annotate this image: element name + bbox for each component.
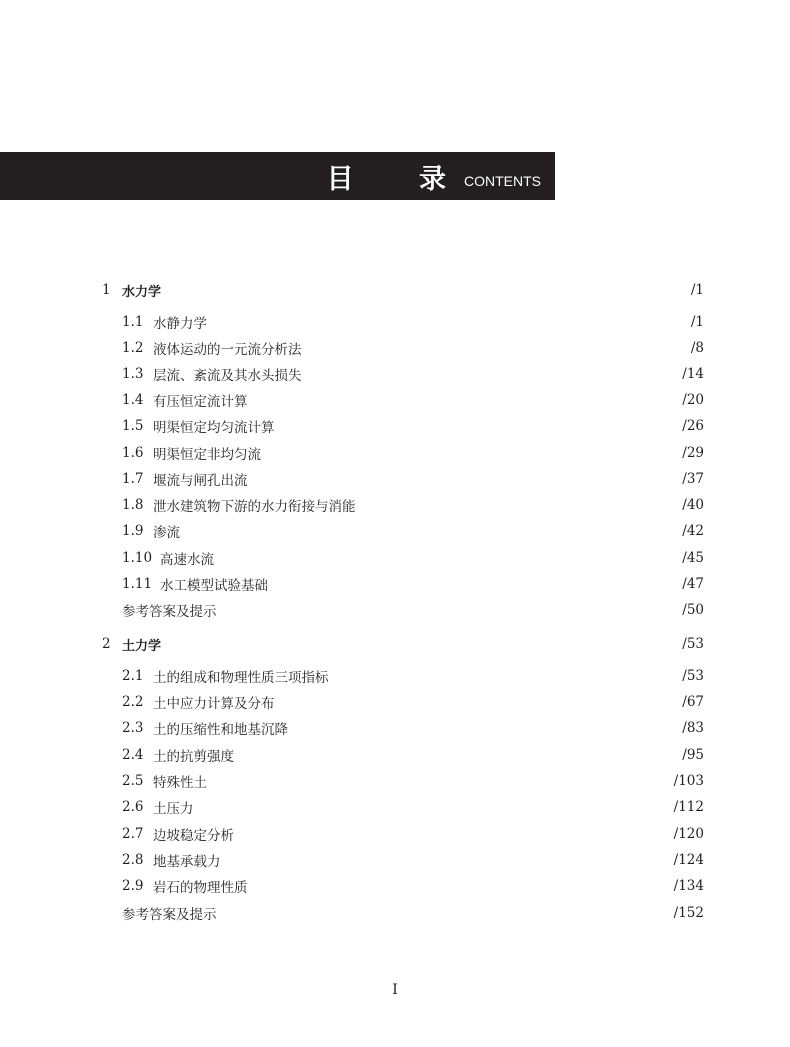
- toc-section-2-7[interactable]: [0, 822, 790, 846]
- page-ref: /1: [690, 314, 704, 330]
- page-ref: /53: [682, 636, 704, 652]
- section-number: 1.7: [122, 471, 144, 487]
- toc-section-2-1[interactable]: [0, 664, 790, 688]
- page-number: I: [392, 982, 398, 998]
- page-ref: /112: [673, 799, 704, 815]
- page-ref: /45: [682, 550, 704, 566]
- section-number: 2.8: [122, 852, 144, 868]
- toc-chapter-1[interactable]: [0, 278, 790, 302]
- section-number: 1.10: [122, 550, 153, 566]
- toc-section-1-1[interactable]: [0, 310, 790, 334]
- toc-section-2-8[interactable]: [0, 848, 790, 872]
- toc-section-2-4[interactable]: [0, 743, 790, 767]
- toc-section-1-3[interactable]: [0, 362, 790, 386]
- section-number: 1.3: [122, 366, 144, 382]
- toc-section-1-9[interactable]: [0, 519, 790, 543]
- section-number: 1.11: [122, 576, 153, 592]
- toc-ch1-answers[interactable]: [0, 598, 790, 622]
- section-number: 2.9: [122, 878, 144, 894]
- section-title: 土压力: [153, 801, 194, 817]
- section-number: 2.1: [122, 668, 144, 684]
- toc-section-2-5[interactable]: [0, 769, 790, 793]
- page-ref: /14: [682, 366, 704, 382]
- answers-title: 参考答案及提示: [122, 604, 217, 620]
- section-title: 土的压缩性和地基沉降: [153, 722, 288, 738]
- section-number: 1.6: [122, 445, 144, 461]
- page-ref: /40: [682, 497, 704, 513]
- chapter-title: 土力学: [122, 638, 162, 654]
- toc-section-1-8[interactable]: [0, 493, 790, 517]
- section-title: 特殊性土: [153, 775, 207, 791]
- page-title-en: CONTENTS: [464, 173, 541, 189]
- section-title: 高速水流: [160, 552, 214, 568]
- toc-section-2-9[interactable]: [0, 874, 790, 898]
- section-number: 2.7: [122, 826, 144, 842]
- chapter-title: 水力学: [122, 284, 162, 300]
- section-title: 地基承载力: [153, 854, 221, 870]
- page-ref: /95: [682, 747, 704, 763]
- section-title: 岩石的物理性质: [153, 880, 248, 896]
- page-ref: /83: [682, 720, 704, 736]
- page-ref: /67: [682, 694, 704, 710]
- section-title: 土的抗剪强度: [153, 749, 234, 765]
- section-number: 2.6: [122, 799, 144, 815]
- answers-title: 参考答案及提示: [122, 907, 217, 923]
- page-ref: /1: [690, 282, 704, 298]
- section-number: 1.5: [122, 418, 144, 434]
- page-ref: /134: [673, 878, 704, 894]
- section-title: 水静力学: [153, 316, 207, 332]
- page-ref: /120: [673, 826, 704, 842]
- section-number: 1.8: [122, 497, 144, 513]
- page-ref: /29: [682, 445, 704, 461]
- section-number: 1.9: [122, 523, 144, 539]
- page-ref: /103: [673, 773, 704, 789]
- section-title: 明渠恒定非均匀流: [153, 447, 261, 463]
- toc-section-2-2[interactable]: [0, 690, 790, 714]
- section-title: 液体运动的一元流分析法: [153, 342, 302, 358]
- section-title: 明渠恒定均匀流计算: [153, 420, 275, 436]
- section-number: 1.1: [122, 314, 144, 330]
- section-title: 层流、紊流及其水头损失: [153, 368, 302, 384]
- page-ref: /37: [682, 471, 704, 487]
- page-ref: /152: [673, 905, 704, 921]
- section-title: 土的组成和物理性质三项指标: [153, 670, 329, 686]
- toc-section-1-6[interactable]: [0, 441, 790, 465]
- chapter-number: 2: [102, 636, 111, 652]
- section-title: 土中应力计算及分布: [153, 696, 275, 712]
- toc-section-2-6[interactable]: [0, 795, 790, 819]
- page-ref: /26: [682, 418, 704, 434]
- section-number: 2.4: [122, 747, 144, 763]
- toc-section-1-5[interactable]: [0, 414, 790, 438]
- section-title: 有压恒定流计算: [153, 394, 248, 410]
- toc-section-1-10[interactable]: [0, 546, 790, 570]
- toc-ch2-answers[interactable]: [0, 901, 790, 925]
- page-ref: /53: [682, 668, 704, 684]
- section-title: 渗流: [153, 525, 180, 541]
- section-number: 2.3: [122, 720, 144, 736]
- section-title: 边坡稳定分析: [153, 828, 234, 844]
- section-title: 泄水建筑物下游的水力衔接与消能: [153, 499, 356, 515]
- toc-section-1-2[interactable]: [0, 336, 790, 360]
- toc-section-1-4[interactable]: [0, 388, 790, 412]
- toc-chapter-2[interactable]: [0, 632, 790, 656]
- section-number: 1.4: [122, 392, 144, 408]
- page-ref: /124: [673, 852, 704, 868]
- section-title: 堰流与闸孔出流: [153, 473, 248, 489]
- toc-section-1-7[interactable]: [0, 467, 790, 491]
- page-ref: /20: [682, 392, 704, 408]
- section-title: 水工模型试验基础: [160, 578, 268, 594]
- toc-section-1-11[interactable]: [0, 572, 790, 596]
- page-ref: /50: [682, 602, 704, 618]
- page-ref: /8: [690, 340, 704, 356]
- chapter-number: 1: [102, 282, 111, 298]
- section-number: 2.5: [122, 773, 144, 789]
- page-ref: /47: [682, 576, 704, 592]
- toc-section-2-3[interactable]: [0, 716, 790, 740]
- section-number: 2.2: [122, 694, 144, 710]
- page-ref: /42: [682, 523, 704, 539]
- page-title-zh: 目 录: [326, 163, 474, 195]
- section-number: 1.2: [122, 340, 144, 356]
